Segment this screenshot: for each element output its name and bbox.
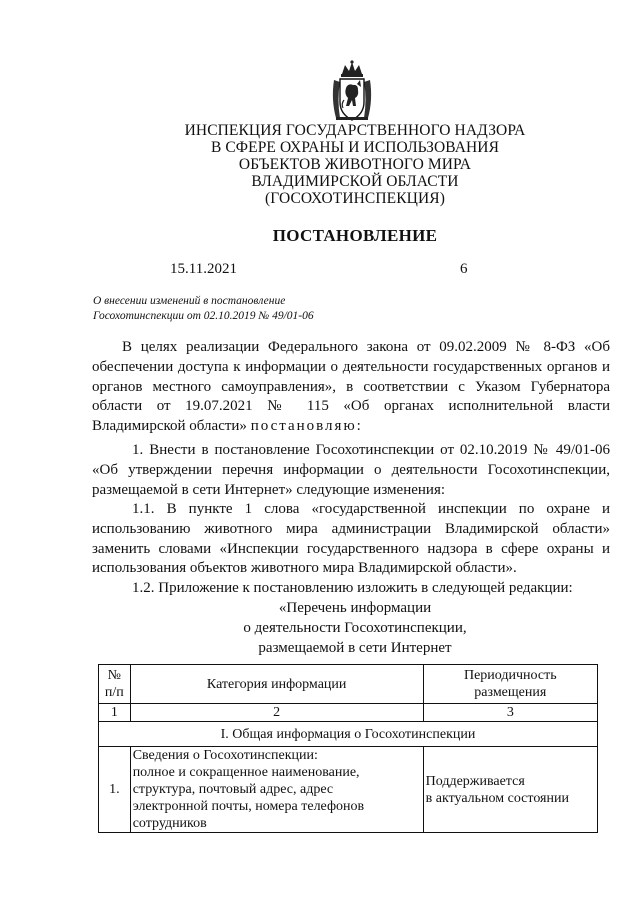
document-number: 6 [460, 261, 468, 277]
document-title: ПОСТАНОВЛЕНИЕ [272, 226, 438, 245]
agency-line: ОБЪЕКТОВ ЖИВОТНОГО МИРА [238, 156, 472, 173]
document-subject [93, 294, 393, 324]
info-table [98, 664, 598, 833]
preamble-line [92, 417, 610, 437]
agency-line: ВЛАДИМИРСКОЙ ОБЛАСТИ [251, 173, 459, 190]
header-num-line1: № [107, 668, 122, 683]
item-line: использования объектов животного мира Владимирской области». [92, 560, 517, 577]
header-period-line1: Периодичность [463, 668, 557, 683]
list-title-line: размещаемой в сети Интернет [258, 640, 452, 656]
item-1-1-paragraph [92, 500, 610, 579]
item-line: заменить словами «Инспекции государственного надзора в сфере охраны и [92, 540, 610, 557]
item-1-2-paragraph [92, 579, 610, 599]
category-line: Сведения о Госохотинспекции: [132, 748, 318, 763]
category-line: сотрудников [132, 816, 207, 831]
column-number: 3 [423, 704, 597, 722]
row-period [423, 747, 597, 833]
preamble-line: В целях реализации Федерального закона от 09.02.2009 № 8-ФЗ «Об [122, 339, 610, 355]
item-1-paragraph [92, 441, 610, 500]
header-category-cell: Категория информации [130, 665, 423, 704]
section-title: I. Общая информация о Госохотинспекции [99, 722, 598, 747]
list-title [120, 598, 590, 658]
agency-line: ИНСПЕКЦИЯ ГОСУДАРСТВЕННОГО НАДЗОРА [184, 122, 526, 139]
period-line: в актуальном состоянии [425, 790, 569, 806]
document-date: 15.11.2021 [170, 261, 237, 277]
coat-of-arms-icon [328, 60, 376, 122]
item-line: 1.1. В пункте 1 слова «государственной инспекции по охране и [132, 501, 610, 517]
item-line: 1. Внести в постановление Госохотинспекции от 02.10.2019 № 49/01-06 [132, 442, 610, 458]
subject-line: Госохотинспекции от 02.10.2019 № 49/01-06 [93, 310, 314, 322]
agency-line: В СФЕРЕ ОХРАНЫ И ИСПОЛЬЗОВАНИЯ [210, 139, 500, 156]
period-line: Поддерживается [425, 773, 525, 789]
preamble-paragraph [92, 338, 610, 437]
item-line: «Об утверждении перечня информации о деятельности Госохотинспекции, [92, 461, 610, 478]
header-period-cell [423, 665, 597, 704]
table-column-numbers-row [99, 704, 598, 722]
list-title-line: «Перечень информации [278, 600, 432, 616]
preamble-line: органов местного самоуправления», в соответствии с Указом Губернатора [92, 378, 610, 395]
row-category [130, 747, 423, 833]
table-section-row [99, 722, 598, 747]
category-line: структура, почтовый адрес, адрес [132, 782, 334, 797]
agency-name [120, 122, 590, 207]
decree-word: постановляю: [250, 418, 363, 435]
item-line: 1.2. Приложение к постановлению изложить в следующей редакции: [132, 580, 573, 596]
item-line: размещаемой в сети Интернет» следующие изменения: [92, 481, 446, 498]
category-line: электронной почты, номера телефонов [132, 799, 365, 814]
header-num-line2: п/п [104, 685, 124, 700]
category-line: полное и сокращенное наименование, [132, 765, 360, 780]
table-row [99, 747, 598, 833]
subject-line: О внесении изменений в постановление [93, 295, 286, 307]
preamble-line: области от 19.07.2021 № 115 «Об органах исполнительной власти [92, 398, 610, 415]
table-header-row [99, 665, 598, 704]
list-title-line: о деятельности Госохотинспекции, [243, 620, 467, 636]
preamble-line: обеспечении доступа к информации о деятельности государственных органов и [92, 358, 610, 375]
row-num: 1. [99, 747, 131, 833]
item-line: использованию животного мира администрации Владимирской области» [92, 520, 610, 537]
column-number: 1 [99, 704, 131, 722]
preamble-last-text: Владимирской области» [92, 418, 247, 435]
agency-line: (ГОСОХОТИНСПЕКЦИЯ) [265, 190, 445, 207]
header-period-line2: размещения [474, 685, 547, 700]
column-number: 2 [130, 704, 423, 722]
header-num-cell [99, 665, 131, 704]
